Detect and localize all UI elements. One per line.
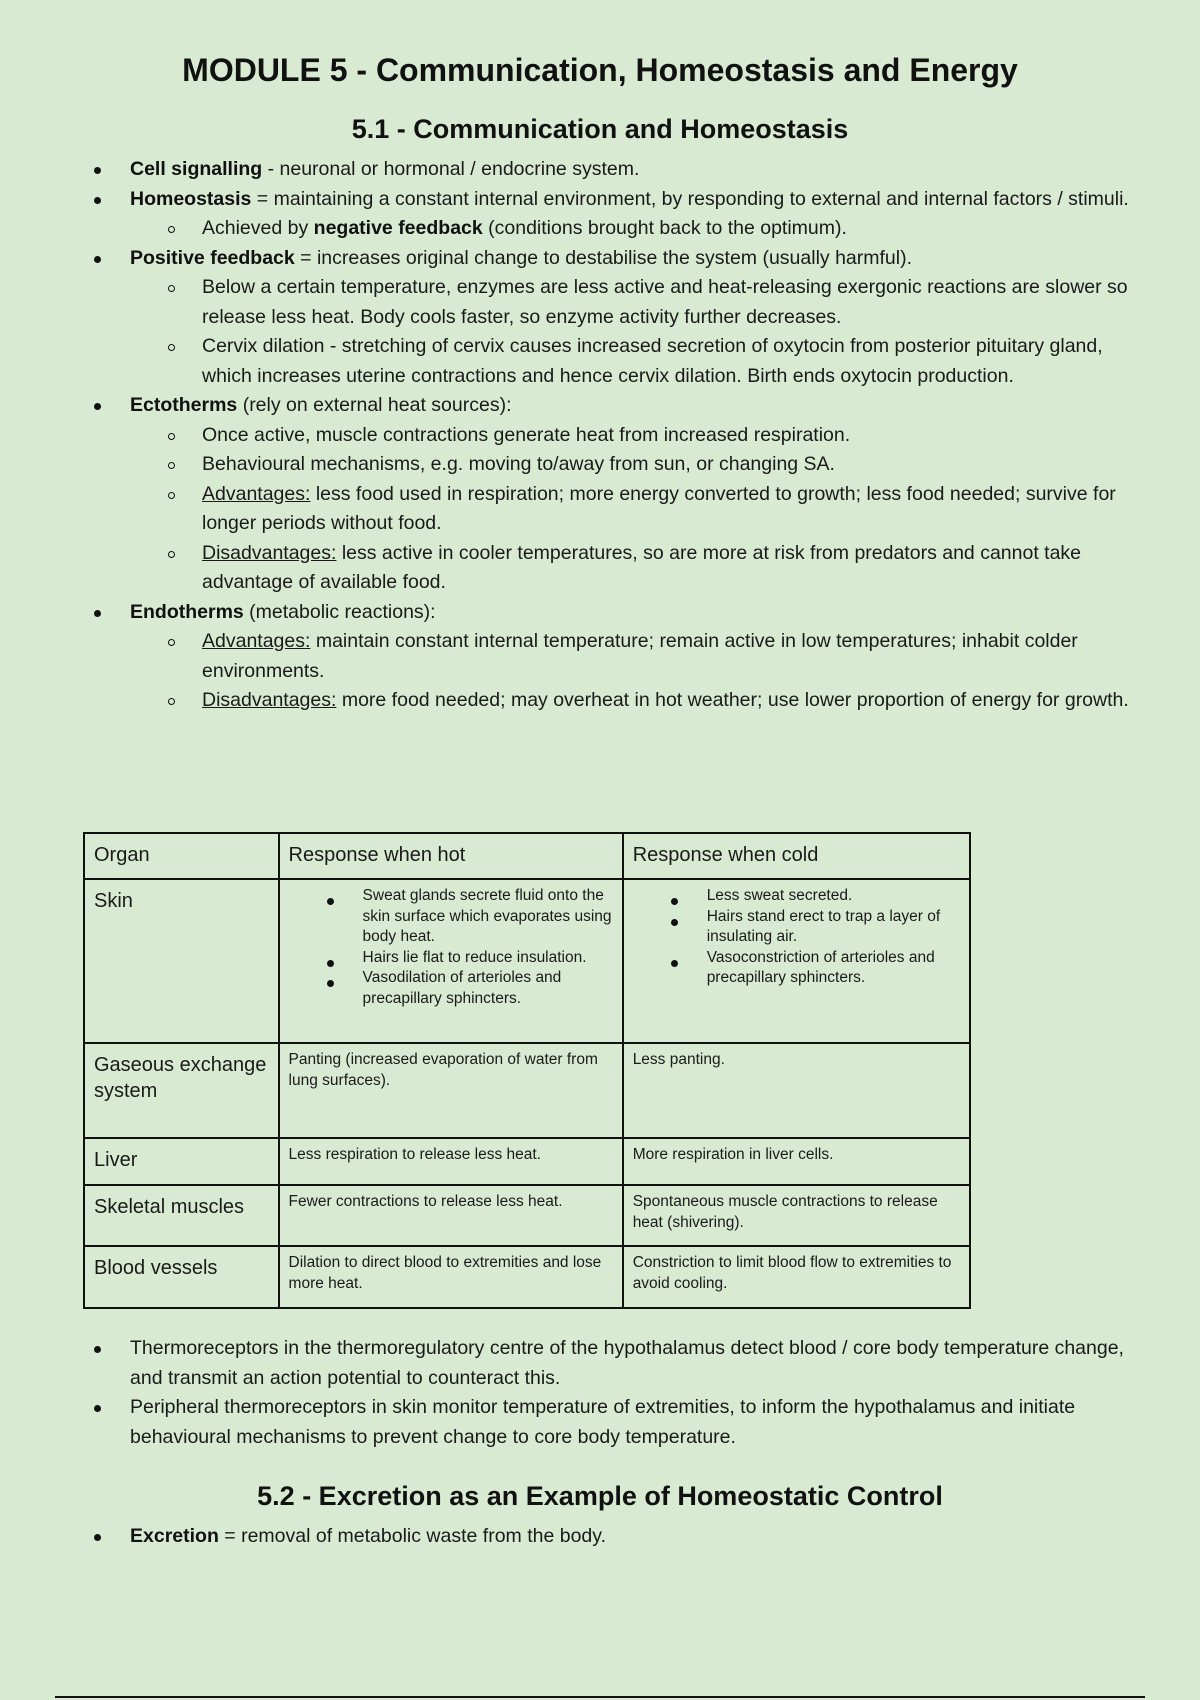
label: Advantages: bbox=[202, 630, 311, 652]
list-item: Vasoconstriction of arterioles and precapillary sphincters. bbox=[669, 948, 960, 989]
list-item: Hairs lie flat to reduce insulation. bbox=[325, 948, 613, 969]
list-item: Thermoreceptors in the thermoregulatory centre of the hypothalamus detect blood / core body temperature change, and transmit an action potential to counteract this. bbox=[92, 1334, 1142, 1393]
term: Cell signalling bbox=[130, 158, 263, 180]
list-item bbox=[92, 391, 1142, 598]
definition: = increases original change to destabilise the system (usually harmful). bbox=[294, 246, 913, 269]
organ-cell: Liver bbox=[84, 1138, 279, 1185]
table-row bbox=[84, 1138, 970, 1185]
sub-item bbox=[164, 214, 1142, 244]
organ-cell: Blood vessels bbox=[84, 1246, 279, 1308]
term: Excretion bbox=[130, 1525, 219, 1547]
sub-item bbox=[164, 627, 1142, 686]
section-5-1-list bbox=[92, 155, 1142, 716]
list-item: Vasodilation of arterioles and precapillary sphincters. bbox=[325, 968, 613, 1009]
hot-cell: Fewer contractions to release less heat. bbox=[279, 1185, 623, 1246]
label: Advantages: bbox=[202, 482, 311, 505]
sub-item bbox=[164, 480, 1142, 539]
list-item: Peripheral thermoreceptors in skin monitor temperature of extremities, to inform the hypothalamus and initiate behavioural mechanisms to prevent change to core body temperature. bbox=[92, 1393, 1142, 1452]
thermoregulation-table bbox=[83, 832, 971, 1309]
list-item: Hairs stand erect to trap a layer of insulating air. bbox=[669, 907, 960, 948]
section-heading-5-2: 5.2 - Excretion as an Example of Homeostatic Control bbox=[257, 1481, 943, 1511]
term: Ectotherms bbox=[130, 394, 238, 416]
header-cell: Response when cold bbox=[623, 833, 970, 879]
text: less active in cooler temperatures, so are more at risk from predators and cannot take advantage of available food. bbox=[202, 541, 1082, 593]
header-cell: Response when hot bbox=[279, 833, 623, 879]
cold-cell: Constriction to limit blood flow to extremities to avoid cooling. bbox=[623, 1246, 970, 1308]
cold-cell: Spontaneous muscle contractions to release heat (shivering). bbox=[623, 1185, 970, 1246]
label: Disadvantages: bbox=[202, 541, 337, 564]
table-row bbox=[84, 879, 970, 1043]
text: less food used in respiration; more energy converted to growth; less food needed; survive for longer periods without food. bbox=[202, 482, 1116, 534]
hot-cell: Dilation to direct blood to extremities and lose more heat. bbox=[279, 1246, 623, 1308]
term: Homeostasis bbox=[130, 187, 252, 210]
table-header-row bbox=[84, 833, 970, 879]
label: Disadvantages: bbox=[202, 689, 337, 711]
organ-cell: Gaseous exchange system bbox=[84, 1043, 279, 1138]
sub-item: Behavioural mechanisms, e.g. moving to/away from sun, or changing SA. bbox=[164, 450, 1142, 480]
hot-cell bbox=[279, 879, 623, 1043]
table-row bbox=[84, 1246, 970, 1308]
section-5-2-list bbox=[92, 1522, 1142, 1552]
definition: = maintaining a constant internal environment, by responding to external and internal factors / stimuli. bbox=[251, 187, 1129, 210]
list-item: Sweat glands secrete fluid onto the skin surface which evaporates using body heat. bbox=[325, 886, 613, 948]
header-cell: Organ bbox=[84, 833, 279, 879]
sub-item: Cervix dilation - stretching of cervix causes increased secretion of oxytocin from posterior pituitary gland, which increases uterine contractions and hence cervix dilation. Birth ends oxytocin production. bbox=[164, 332, 1142, 391]
term: Endotherms bbox=[130, 600, 244, 623]
text: Achieved by bbox=[202, 217, 314, 239]
text: maintain constant internal temperature; remain active in low temperatures; inhabit colder environments. bbox=[202, 630, 1078, 682]
divider bbox=[55, 1696, 1145, 1698]
definition: = removal of metabolic waste from the body. bbox=[218, 1525, 606, 1547]
sub-item bbox=[164, 539, 1142, 598]
definition: (rely on external heat sources): bbox=[237, 394, 512, 416]
table-row bbox=[84, 1185, 970, 1246]
list-item bbox=[92, 155, 1142, 185]
sub-item: Once active, muscle contractions generate heat from increased respiration. bbox=[164, 421, 1142, 451]
cold-cell: Less panting. bbox=[623, 1043, 970, 1138]
organ-cell: Skin bbox=[84, 879, 279, 1043]
list-item bbox=[92, 1522, 1142, 1552]
list-item bbox=[92, 598, 1142, 716]
hot-cell: Less respiration to release less heat. bbox=[279, 1138, 623, 1185]
sub-item: Below a certain temperature, enzymes are less active and heat-releasing exergonic reactions are slower so release less heat. Body cools faster, so enzyme activity further decreases. bbox=[164, 273, 1142, 332]
cold-cell: More respiration in liver cells. bbox=[623, 1138, 970, 1185]
list-item: Less sweat secreted. bbox=[669, 886, 960, 907]
term: negative feedback bbox=[313, 217, 483, 239]
section-heading-5-1: 5.1 - Communication and Homeostasis bbox=[351, 114, 849, 144]
definition: - neuronal or hormonal / endocrine system. bbox=[262, 158, 640, 180]
page-title: MODULE 5 - Communication, Homeostasis and Energy bbox=[182, 52, 1018, 88]
list-item bbox=[92, 185, 1142, 244]
sub-item bbox=[164, 686, 1142, 716]
hot-cell: Panting (increased evaporation of water from lung surfaces). bbox=[279, 1043, 623, 1138]
list-item bbox=[92, 244, 1142, 392]
text: more food needed; may overheat in hot weather; use lower proportion of energy for growth. bbox=[336, 689, 1129, 711]
text: (conditions brought back to the optimum). bbox=[482, 217, 847, 239]
table-row bbox=[84, 1043, 970, 1138]
organ-cell: Skeletal muscles bbox=[84, 1185, 279, 1246]
cold-cell bbox=[623, 879, 970, 1043]
term: Positive feedback bbox=[130, 246, 295, 269]
definition: (metabolic reactions): bbox=[243, 600, 436, 623]
thermoreceptor-list bbox=[92, 1334, 1142, 1452]
